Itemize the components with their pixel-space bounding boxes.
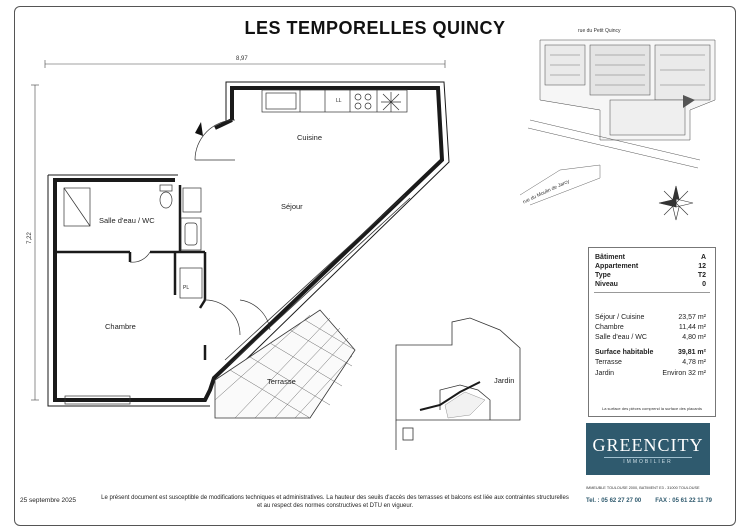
- company-tel: Tel. : 05 62 27 27 00: [586, 498, 642, 504]
- apartment-info-panel: [588, 247, 716, 417]
- info-row-chambre: Chambre 11,44 m²: [595, 324, 706, 331]
- info-row-surface-habitable: Surface habitable 39,81 m²: [595, 349, 706, 356]
- room-label-chambre: Chambre: [105, 322, 136, 331]
- site-map: [520, 20, 718, 205]
- street-label-top: rue du Petit Quincy: [578, 28, 621, 34]
- room-label-jardin: Jardin: [494, 376, 515, 385]
- room-label-cuisine: Cuisine: [297, 133, 323, 142]
- info-row-appartement: Appartement 12: [595, 263, 706, 270]
- room-label-ll: LL: [336, 98, 342, 104]
- width-dimension: 8,97: [236, 56, 248, 62]
- room-label-sejour: Séjour: [281, 202, 303, 211]
- interior-walls: [55, 185, 205, 360]
- page-title: LES TEMPORELLES QUINCY: [244, 18, 506, 38]
- kitchen-counter: [262, 90, 407, 112]
- room-label-pl: PL: [183, 285, 190, 291]
- disclaimer-text: Le présent document est susceptible de modifications techniques et administratives. La hauteur des seuils d'accès des terrasses et balcons est liée aux contraintes structurelles et au respect des normes constructives et DTU en vigueur.: [101, 495, 569, 509]
- exterior-walls: [55, 88, 442, 400]
- entrance-arrow-icon: [195, 122, 203, 136]
- info-row-terrasse: Terrasse 4,78 m²: [595, 359, 706, 366]
- room-label-salle-eau: Salle d'eau / WC: [99, 216, 155, 225]
- doors: [130, 120, 270, 335]
- info-note: La surface des pièces comprend la surface des placards: [601, 406, 703, 411]
- company-phones: [586, 498, 712, 504]
- logo-subtitle: IMMOBILIER: [623, 459, 673, 465]
- room-label-terrasse: Terrasse: [267, 377, 296, 386]
- compass-rose-icon: [659, 186, 693, 220]
- info-row-sejour: Séjour / Cuisine 23,57 m²: [595, 314, 706, 321]
- street-label-side: rue du Moulin de Jarcy: [522, 178, 571, 206]
- info-row-jardin: Jardin Environ 32 m²: [595, 370, 706, 377]
- info-row-salle-eau: Salle d'eau / WC 4,80 m²: [595, 334, 706, 341]
- company-fax: FAX : 05 61 22 11 79: [655, 498, 712, 504]
- height-dimension: 7,22: [26, 232, 33, 244]
- info-separator: [594, 292, 710, 293]
- info-row-niveau: Niveau 0: [595, 281, 706, 288]
- info-row-type: Type T2: [595, 272, 706, 279]
- garden-terrace-hatch: [445, 392, 485, 418]
- dimension-lines: [31, 60, 445, 400]
- logo-rule: [604, 457, 692, 458]
- logo-brand: GREENCITY: [592, 435, 704, 455]
- greencity-logo: [586, 423, 710, 475]
- document-date: 25 septembre 2025: [20, 497, 77, 504]
- company-address: IMMEUBLE TOULOUSE 2000, BATIMENT E3 - 31000 TOULOUSE: [586, 486, 700, 490]
- info-row-batiment: Bâtiment A: [595, 254, 706, 261]
- terrace: [215, 310, 355, 418]
